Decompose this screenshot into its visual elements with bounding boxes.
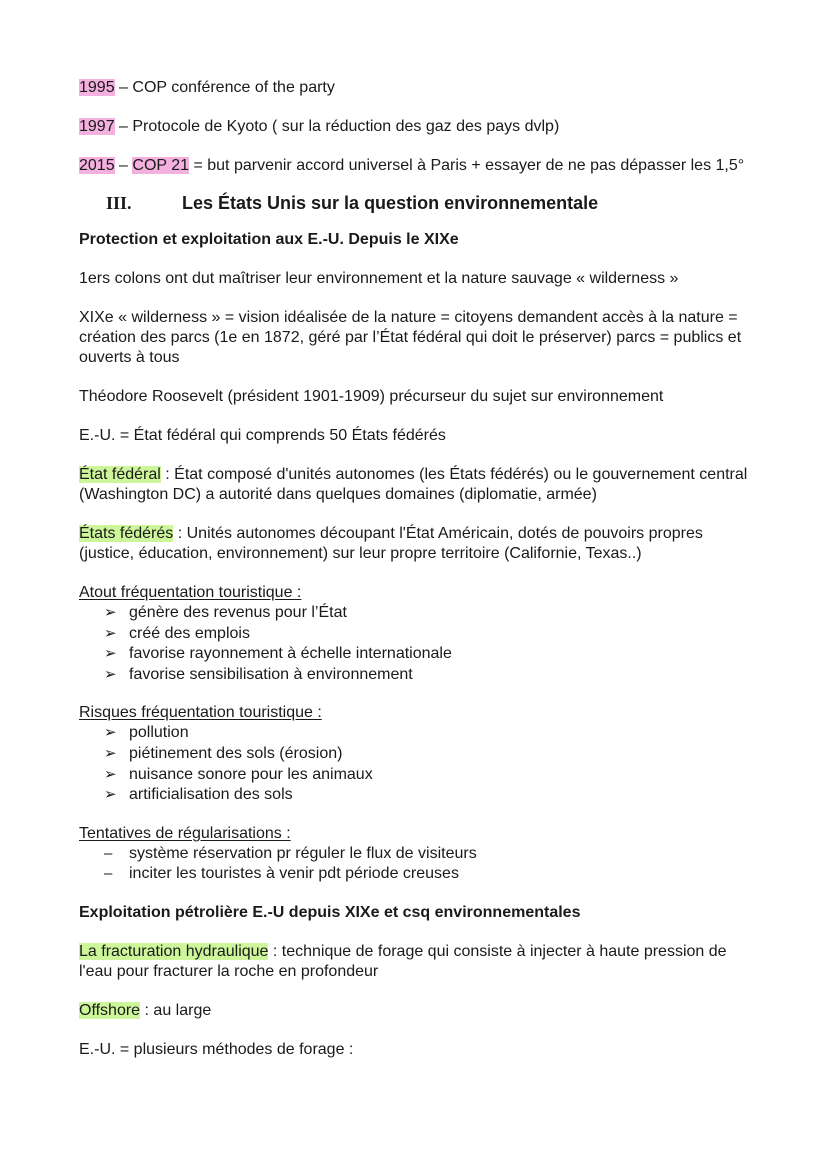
cop-1995: 1995 – COP conférence of the party [79,79,335,96]
list-item: ➢ artificialisation des sols [79,785,759,806]
list-item: – inciter les touristes à venir pdt période creuses [79,864,759,885]
year-highlight: 1995 [79,79,115,96]
subheading-protection: Protection et exploitation aux E.-U. Depuis le XIXe [79,231,459,248]
subheading-petrole: Exploitation pétrolière E.-U depuis XIXe et csq environnementales [79,903,581,921]
list-item: ➢ favorise sensibilisation à environnement [79,665,759,686]
definition-offshore: Offshore : au large [79,1001,212,1019]
cop-1997: 1997 – Protocole de Kyoto ( sur la réduction des gaz des pays dvlp) [79,118,560,135]
arrow-bullet-icon: ➢ [104,665,117,683]
dash-bullet-icon: – [104,844,113,862]
term-highlight: État fédéral [79,466,161,483]
section-heading [79,191,759,215]
term-highlight: Offshore [79,1001,141,1019]
list-title-atouts: Atout fréquentation touristique : [79,584,302,601]
section-title: Les États Unis sur la question environnementale [182,193,599,213]
year-highlight: 1997 [79,118,115,135]
list-item: ➢ piétinement des sols (érosion) [79,744,759,765]
paragraph: XIXe « wilderness » = vision idéalisée de la nature = citoyens demandent accès à la nature = création des parcs (1e en 1872, géré par l’État fédéral qui doit le préserver) parcs = publics et ouverts à tous [79,309,742,366]
dash-bullet-icon: – [104,865,113,883]
arrow-bullet-icon: ➢ [104,604,117,621]
term-highlight: États fédérés [79,525,174,542]
paragraph: E.-U. = plusieurs méthodes de forage : [79,1040,354,1058]
arrow-bullet-icon: ➢ [104,744,117,762]
section-number: III. [106,193,132,213]
arrow-bullet-icon: ➢ [104,786,117,804]
arrow-bullet-icon: ➢ [104,624,117,642]
list-item: ➢ créé des emplois [79,624,759,645]
list-item: ➢ favorise rayonnement à échelle internationale [79,644,759,665]
list-item: – système réservation pr réguler le flux de visiteurs [79,844,759,865]
cop21-highlight: COP 21 [132,157,190,174]
arrow-bullet-icon: ➢ [104,645,117,663]
list-title-risques: Risques fréquentation touristique : [79,704,322,722]
tentatives-list [79,844,759,885]
definition-etats-federes: États fédérés : Unités autonomes découpant l'État Américain, dotés de pouvoirs propres (justice, éducation, environnement) sur leur propre territoire (Californie, Texas..) [79,525,703,562]
atouts-list [79,603,759,685]
list-item: ➢ pollution [79,723,759,744]
arrow-bullet-icon: ➢ [104,765,117,783]
definition-fracturation: La fracturation hydraulique : technique de forage qui consiste à injecter à haute pression de l'eau pour fracturer la roche en profondeur [79,942,727,980]
risques-list [79,723,759,805]
definition-etat-federal: État fédéral : État composé d'unités autonomes (les États fédérés) ou le gouvernement central (Washington DC) a autorité dans quelques domaines (diplomatie, armée) [79,466,748,503]
paragraph: 1ers colons ont dut maîtriser leur environnement et la nature sauvage « wilderness » [79,270,679,287]
list-item: ➢ génère des revenus pour l’État [79,603,759,624]
cop-2015: 2015 – COP 21 = but parvenir accord universel à Paris + essayer de ne pas dépasser les 1,5° [79,157,745,174]
year-highlight: 2015 [79,157,115,174]
paragraph: Théodore Roosevelt (président 1901-1909) précurseur du sujet sur environnement [79,388,664,405]
list-item: ➢ nuisance sonore pour les animaux [79,765,759,786]
arrow-bullet-icon: ➢ [104,724,117,742]
term-highlight: La fracturation hydraulique [79,942,269,960]
list-title-tentatives: Tentatives de régularisations : [79,824,291,842]
document-page [79,78,759,1060]
paragraph: E.-U. = État fédéral qui comprends 50 États fédérés [79,427,446,444]
